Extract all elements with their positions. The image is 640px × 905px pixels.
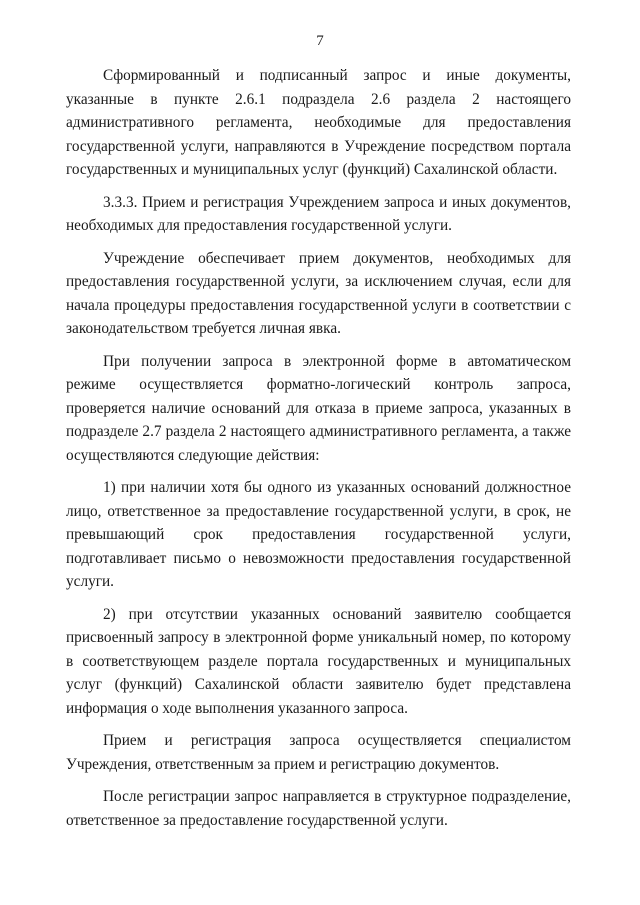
section-heading-3-3-3: 3.3.3. Прием и регистрация Учреждением запроса и иных документов, необходимых для предоставления государственной услуги. [66,193,571,234]
list-item-1-refusal-letter: 1) при наличии хотя бы одного из указанных оснований должностное лицо, ответственное за предоставление государственной услуги, в срок, не превышающий срок предоставления государственной услуги, подготавливает письмо о невозможности предоставления государственной услуги. [66,479,571,590]
document-body [66,64,571,841]
page-number: 7 [316,33,324,49]
paragraph-request-submission: Сформированный и подписанный запрос и иные документы, указанные в пункте 2.6.1 подраздела 2.6 раздела 2 настоящего административного регламента, необходимые для предоставления государственной услуги, направляются в Учреждение посредством портала государственных и муниципальных услуг (функций) Сахалинской области. [66,67,571,178]
paragraph-document-acceptance: Учреждение обеспечивает прием документов, необходимых для предоставления государственной услуги, за исключением случая, если для начала процедуры предоставления государственной услуги в соответствии с законодательством требуется личная явка. [66,249,571,337]
paragraph-electronic-request-check: При получении запроса в электронной форме в автоматическом режиме осуществляется форматно-логический контроль запроса, проверяется наличие оснований для отказа в приеме запроса, указанных в подразделе 2.7 раздела 2 настоящего административного регламента, а также осуществляются следующие действия: [66,352,571,464]
paragraph-after-registration: После регистрации запрос направляется в структурное подразделение, ответственное за предоставление государственной услуги. [66,788,571,829]
paragraph-registration-responsible: Прием и регистрация запроса осуществляется специалистом Учреждения, ответственным за прием и регистрацию документов. [66,732,571,773]
list-item-2-unique-number: 2) при отсутствии указанных оснований заявителю сообщается присвоенный запросу в электронной форме уникальный номер, по которому в соответствующем разделе портала государственных и муниципальных услуг (функций) Сахалинской области заявителю будет представлена информация о ходе выполнения указанного запроса. [66,605,571,717]
